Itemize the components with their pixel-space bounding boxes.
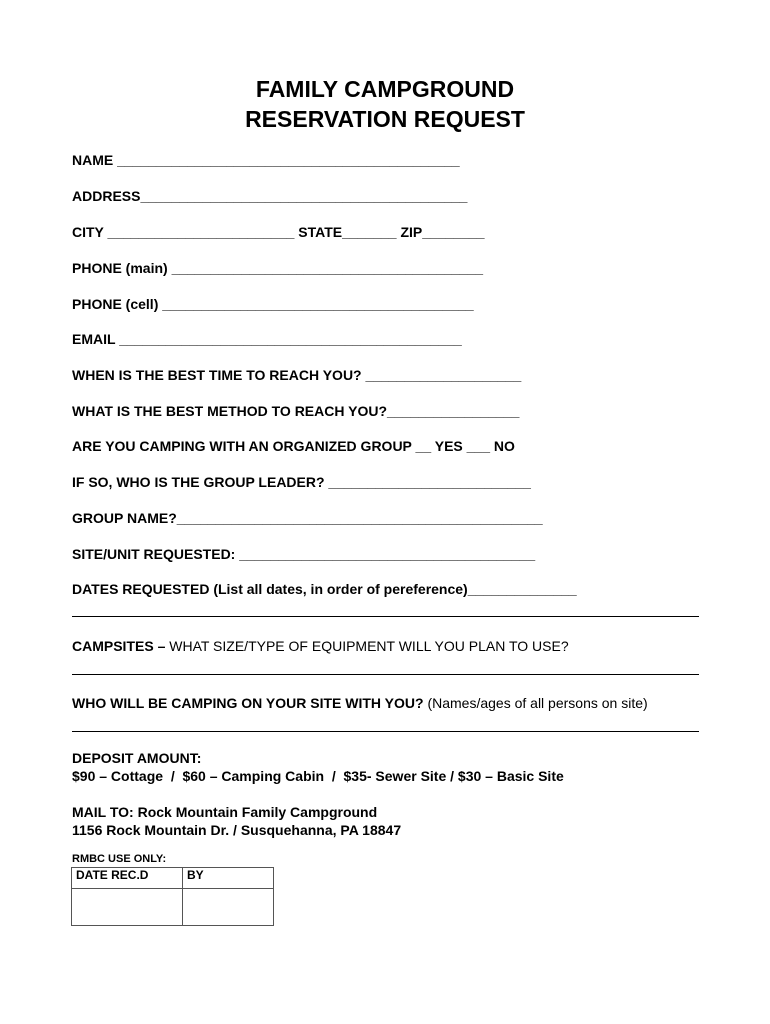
received-by-cell[interactable] bbox=[183, 889, 274, 926]
campsites-answer-line[interactable] bbox=[72, 674, 699, 675]
best-method-field[interactable]: WHAT IS THE BEST METHOD TO REACH YOU?_________________ bbox=[72, 403, 520, 419]
site-unit-field[interactable]: SITE/UNIT REQUESTED: ______________________________________ bbox=[72, 546, 536, 562]
who-camping-label: WHO WILL BE CAMPING ON YOUR SITE WITH YOU? bbox=[72, 695, 428, 711]
group-leader-field[interactable]: IF SO, WHO IS THE GROUP LEADER? __________________________ bbox=[72, 474, 531, 490]
best-time-field[interactable]: WHEN IS THE BEST TIME TO REACH YOU? ____________________ bbox=[72, 367, 522, 383]
deposit-heading: DEPOSIT AMOUNT: bbox=[72, 750, 202, 766]
form-title-line2: RESERVATION REQUEST bbox=[245, 106, 525, 132]
deposit-rates: $90 – Cottage / $60 – Camping Cabin / $35- Sewer Site / $30 – Basic Site bbox=[72, 768, 564, 784]
city-state-zip-field[interactable]: CITY ________________________ STATE_______ ZIP________ bbox=[72, 224, 485, 240]
address-field[interactable]: ADDRESS__________________________________________ bbox=[72, 188, 468, 204]
mail-to-line1: MAIL TO: Rock Mountain Family Campground bbox=[72, 804, 378, 820]
mail-to-line2: 1156 Rock Mountain Dr. / Susquehanna, PA 18847 bbox=[72, 822, 402, 838]
campsites-question-text: WHAT SIZE/TYPE OF EQUIPMENT WILL YOU PLAN TO USE? bbox=[169, 638, 569, 654]
dates-answer-line[interactable] bbox=[72, 616, 699, 617]
who-camping-answer-line[interactable] bbox=[72, 731, 699, 732]
phone-main-field[interactable]: PHONE (main) ________________________________________ bbox=[72, 260, 484, 276]
campsites-label: CAMPSITES – bbox=[72, 638, 170, 654]
received-by-header: BY bbox=[183, 868, 274, 889]
phone-cell-field[interactable]: PHONE (cell) ________________________________________ bbox=[72, 296, 474, 312]
name-field[interactable]: NAME ____________________________________________ bbox=[72, 152, 460, 168]
office-use-label: RMBC USE ONLY: bbox=[72, 853, 167, 865]
group-name-field[interactable]: GROUP NAME?_______________________________________________ bbox=[72, 510, 543, 526]
date-received-header: DATE REC.D bbox=[72, 868, 183, 889]
who-camping-note: (Names/ages of all persons on site) bbox=[427, 695, 648, 711]
organized-group-field[interactable]: ARE YOU CAMPING WITH AN ORGANIZED GROUP __ YES ___ NO bbox=[72, 438, 515, 454]
who-camping-question bbox=[72, 694, 648, 712]
email-field[interactable]: EMAIL ____________________________________________ bbox=[72, 331, 462, 347]
dates-requested-field[interactable]: DATES REQUESTED (List all dates, in order of pereference)______________ bbox=[72, 581, 577, 597]
date-received-cell[interactable] bbox=[72, 889, 183, 926]
form-title-line1: FAMILY CAMPGROUND bbox=[255, 76, 515, 102]
office-use-table bbox=[71, 867, 274, 926]
campsites-question bbox=[72, 637, 569, 655]
